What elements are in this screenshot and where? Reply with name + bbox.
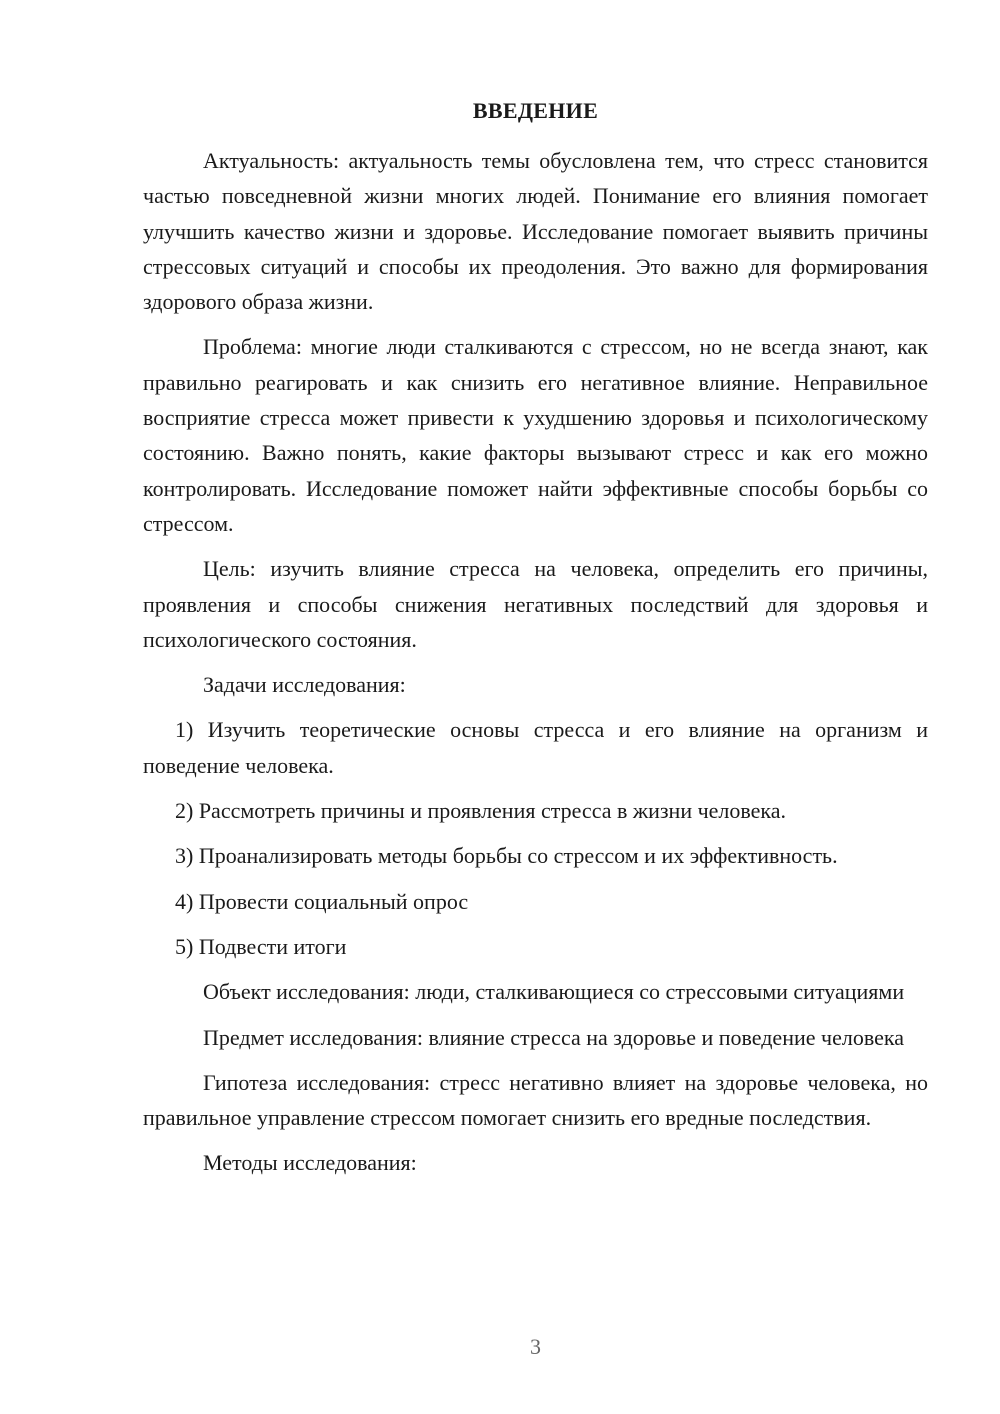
page-title: ВВЕДЕНИЕ — [472, 98, 599, 123]
task-item: 4) Провести социальный опрос — [175, 888, 469, 914]
task-item: 1) Изучить теоретические основы стресса и его влияние на организм и поведение человека. — [143, 717, 928, 778]
paragraph-subject: Предмет исследования: влияние стресса на здоровье и поведение человека — [203, 1024, 904, 1050]
paragraph-relevance: Актуальность: актуальность темы обусловлена тем, что стресс становится частью повседневной жизни многих людей. Понимание его влияния помогает улучшить качество жизни и здоровье. Исследование помогает выявить причины стрессовых ситуаций и способы их преодоления. Это важно для формирования здорового образа жизни. — [143, 148, 928, 315]
document-page — [143, 0, 928, 1414]
paragraph-tasks-heading: Задачи исследования: — [203, 672, 406, 698]
task-item: 5) Подвести итоги — [175, 933, 347, 959]
paragraph-problem: Проблема: многие люди сталкиваются с стрессом, но не всегда знают, как правильно реагировать и как снизить его негативное влияние. Неправильное восприятие стресса может привести к ухудшению здоровья и психологическому состоянию. Важно понять, какие факторы вызывают стресс и как его можно контролировать. Исследование поможет найти эффективные способы борьбы со стрессом. — [143, 334, 928, 536]
paragraph-hypothesis: Гипотеза исследования: стресс негативно влияет на здоровье человека, но правильное управление стрессом помогает снизить его вредные последствия. — [143, 1069, 928, 1131]
task-item: 3) Проанализировать методы борьбы со стрессом и их эффективность. — [175, 843, 838, 869]
paragraph-object: Объект исследования: люди, сталкивающиеся со стрессовыми ситуациями — [203, 979, 905, 1005]
paragraph-goal: Цель: изучить влияние стресса на человека, определить его причины, проявления и способы снижения негативных последствий для здоровья и психологического состояния. — [143, 556, 928, 652]
paragraph-methods: Методы исследования: — [203, 1150, 417, 1176]
page-number: 3 — [530, 1334, 541, 1359]
document-body — [143, 143, 928, 1181]
task-item: 2) Рассмотреть причины и проявления стресса в жизни человека. — [175, 798, 787, 824]
